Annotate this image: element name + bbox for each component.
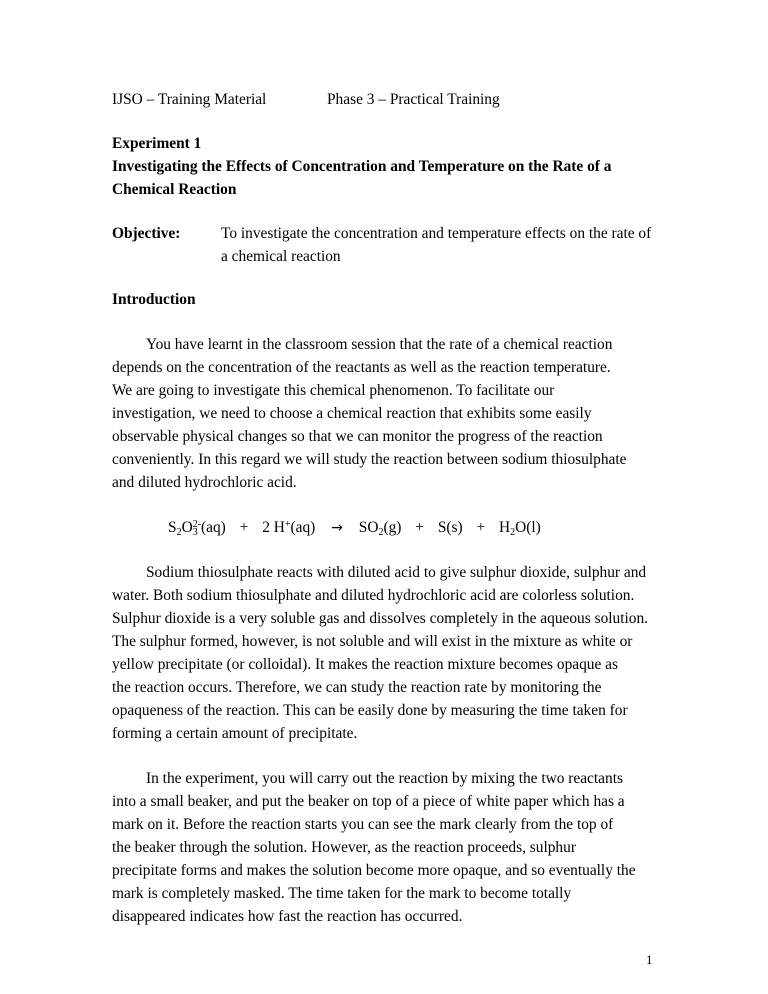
reactant-hydrogen-ion: 2 H+(aq) — [262, 519, 316, 536]
product-water: $H_2O(l)$ — [499, 519, 541, 538]
objective-line2: a chemical reaction — [221, 248, 341, 265]
para3-line: mark on it. Before the reaction starts you can see the mark clearly from the top of — [112, 816, 614, 833]
plus-sign: + — [415, 519, 424, 536]
para1-line: observable physical changes so that we can monitor the progress of the reaction — [112, 428, 603, 445]
para2-line: forming a certain amount of precipitate. — [112, 725, 358, 742]
objective-line1: To investigate the concentration and temperature effects on the rate of — [221, 225, 652, 242]
para3-line: the beaker through the solution. However, as the reaction proceeds, sulphur — [112, 839, 576, 856]
para3-line: disappeared indicates how fast the reaction has occurred. — [112, 908, 463, 925]
para3-line: mark is completely masked. The time taken for the mark to become totally — [112, 885, 572, 902]
para1-line: You have learnt in the classroom session that the rate of a chemical reaction — [146, 336, 613, 353]
para2-line: Sodium thiosulphate reacts with diluted acid to give sulphur dioxide, sulphur and — [146, 564, 647, 581]
product-sulphur: S(s) — [437, 519, 463, 536]
header-right: Phase 3 – Practical Training — [327, 91, 500, 108]
para3-line: In the experiment, you will carry out the reaction by mixing the two reactants — [146, 770, 623, 787]
experiment-number: Experiment 1 — [112, 135, 202, 152]
para2-line: The sulphur formed, however, is not soluble and will exist in the mixture as white or — [112, 633, 633, 650]
para2-line: water. Both sodium thiosulphate and diluted hydrochloric acid are colorless solution. — [112, 587, 635, 604]
product-sulphur-dioxide: $SO_2(g)$ — [358, 519, 402, 538]
para1-line: investigation, we need to choose a chemical reaction that exhibits some easily — [112, 405, 592, 422]
para3-line: precipitate forms and makes the solution become more opaque, and so eventually the — [112, 862, 636, 879]
introduction-heading: Introduction — [112, 291, 196, 308]
para1-line: We are going to investigate this chemical phenomenon. To facilitate our — [112, 382, 555, 399]
objective-label: Objective: — [112, 225, 181, 242]
para2-line: opaqueness of the reaction. This can be easily done by measuring the time taken for — [112, 702, 628, 719]
header-left: IJSO – Training Material — [112, 91, 267, 108]
plus-sign: + — [476, 519, 486, 536]
para1-line: and diluted hydrochloric acid. — [112, 474, 297, 491]
chemical-equation — [168, 519, 541, 537]
para2-line: Sulphur dioxide is a very soluble gas and dissolves completely in the aqueous solution. — [112, 610, 649, 627]
experiment-title-line2: Chemical Reaction — [112, 181, 237, 198]
page-number: 1 — [646, 952, 653, 967]
para1-line: conveniently. In this regard we will study the reaction between sodium thiosulphate — [112, 451, 627, 468]
experiment-title-line1: Investigating the Effects of Concentration and Temperature on the Rate of a — [112, 158, 612, 175]
para2-line: the reaction occurs. Therefore, we can study the reaction rate by monitoring the — [112, 679, 602, 696]
para2-line: yellow precipitate (or colloidal). It makes the reaction mixture becomes opaque as — [112, 656, 618, 673]
plus-sign: + — [239, 519, 249, 536]
reactant-thiosulphate: $S_2O_3^{2-}(aq)$ — [168, 519, 226, 538]
para3-line: into a small beaker, and put the beaker on top of a piece of white paper which has a — [112, 793, 625, 810]
para1-line: depends on the concentration of the reactants as well as the reaction temperature. — [112, 359, 611, 376]
reaction-arrow-icon: → — [331, 520, 343, 536]
